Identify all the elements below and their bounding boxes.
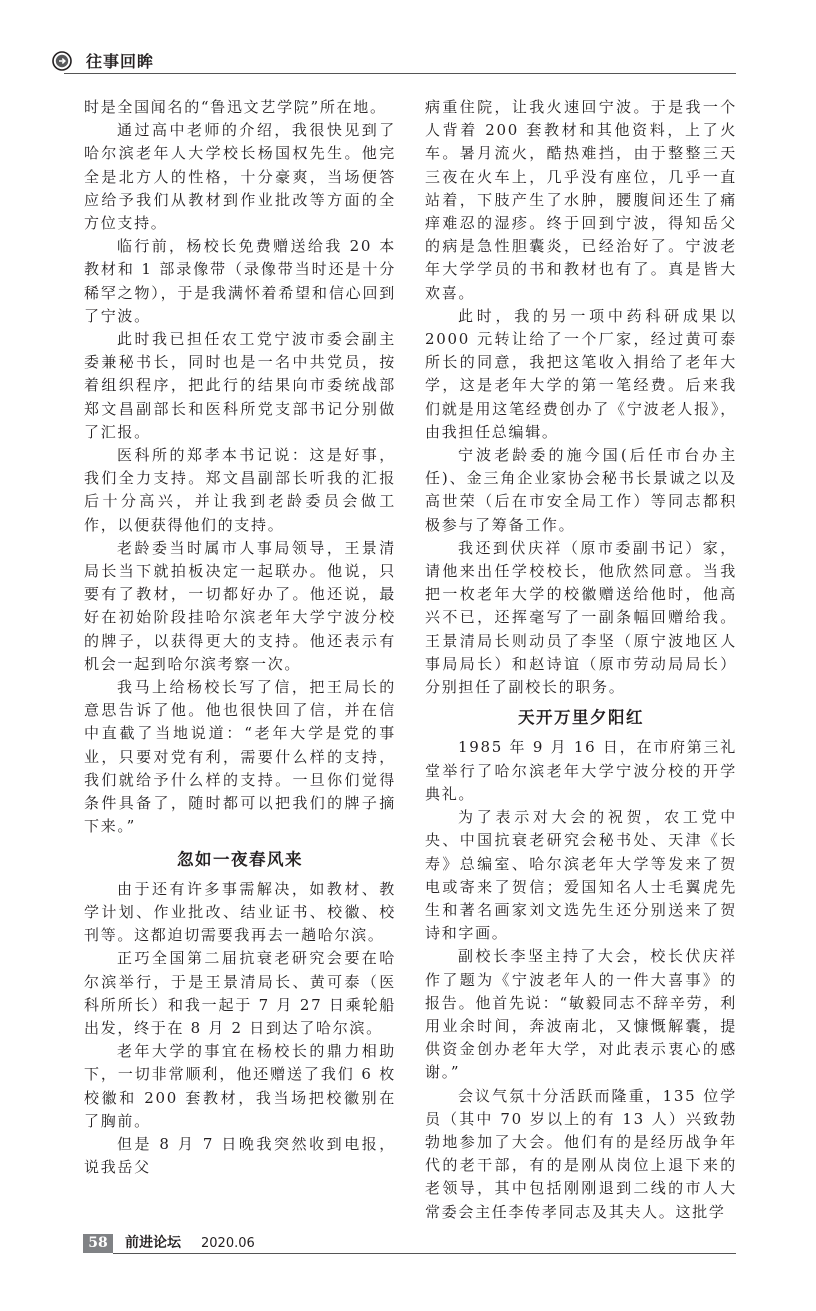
paragraph: 但是 8 月 7 日晚我突然收到电报，说我岳父 — [84, 1134, 396, 1177]
page-number: 58 — [83, 1234, 113, 1253]
paragraph: 正巧全国第二届抗衰老研究会要在哈尔滨举行，于是王景清局长、黄可泰（医科所所长）和我一起于 7 月 27 日乘轮船出发，终于在 8 月 2 日到达了哈尔滨。 — [84, 949, 396, 1037]
paragraph: 此时我已担任农工党宁波市委会副主委兼秘书长，同时也是一名中共党员，按着组织程序，把此行的结果向市委统战部郑文昌副部长和医科所党支部书记分别做了汇报。 — [84, 330, 396, 441]
footer-rule — [113, 1253, 736, 1254]
paragraph: 老龄委当时属市人事局领导，王景清局长当下就拍板决定一起联办。他说，只要有了教材，一切都好办了。他还说，最好在初始阶段挂哈尔滨老年大学宁波分校的牌子，以获得更大的支持。他还表示有机会一起到哈尔滨考察一次。 — [84, 538, 396, 673]
magazine-name: 前进论坛 — [125, 1234, 181, 1251]
section-heading: 忽如一夜春风来 — [177, 849, 303, 869]
page-footer — [83, 1234, 736, 1311]
paragraph: 1985 年 9 月 16 日，在市府第三礼堂举行了哈尔滨老年大学宁波分校的开学典礼。 — [425, 738, 737, 803]
section-heading: 天开万里夕阳红 — [518, 708, 644, 728]
paragraph: 我马上给杨校长写了信，把王局长的意思告诉了他。他也很快回了信，并在信中直截了当地说道：“老年大学是党的事业，只要对党有利，需要什么样的支持，我们就给予什么样的支持。一旦你们觉得条件具备了，随时都可以把我们的牌子摘下来。” — [84, 678, 396, 836]
paragraph: 病重住院，让我火速回宁波。于是我一个人背着 200 套教材和其他资料，上了火车。暑月流火，酷热难挡，由于整整三天三夜在火车上，几乎没有座位，几乎一直站着，下肢产生了水肿，腰腹间还生了痛痒难忍的湿疹。终于回到宁波，得知岳父的病是急性胆囊炎，已经治好了。宁波老年大学学员的书和教材也有了。真是皆大欢喜。 — [425, 98, 737, 302]
paragraph: 宁波老龄委的施今国(后任市台办主任)、金三角企业家协会秘书长景诚之以及高世荣（后在市安全局工作）等同志都积极参与了筹备工作。 — [425, 446, 737, 534]
left-column — [84, 96, 396, 1179]
paragraph: 为了表示对大会的祝贺，农工党中央、中国抗衰老研究会秘书处、天津《长寿》总编室、哈尔滨老年大学等发来了贺电或寄来了贺信；爱国知名人士毛翼虎先生和著名画家刘文选先生还分别送来了贺诗和字画。 — [425, 808, 737, 943]
issue-date: 2020.06 — [201, 1235, 255, 1251]
right-column — [425, 96, 737, 1224]
paragraph: 通过高中老师的介绍，我很快见到了哈尔滨老年人大学校长杨国权先生。他完全是北方人的性格，十分豪爽，当场便答应给予我们从教材到作业批改等方面的全方位支持。 — [84, 121, 396, 233]
paragraph: 副校长李坚主持了大会，校长伏庆祥作了题为《宁波老年人的一件大喜事》的报告。他首先说：“敏毅同志不辞辛劳，利用业余时间，奔波南北，又慷慨解囊，提供资金创办老年大学，对此表示衷心的感谢。” — [425, 947, 737, 1082]
section-title: 往事回眸 — [86, 52, 155, 71]
paragraph: 医科所的郑孝本书记说：这是好事，我们全力支持。郑文昌副部长听我的汇报后十分高兴，并让我到老龄委员会做工作，以便获得他们的支持。 — [84, 446, 396, 534]
paragraph: 时是全国闻名的“鲁迅文艺学院”所在地。 — [84, 98, 387, 116]
paragraph: 此时，我的另一项中药科研成果以 2000 元转让给了一个厂家，经过黄可泰所长的同意，我把这笔收入捐给了老年大学，这是老年大学的第一笔经费。后来我们就是用这笔经费创办了《宁波老人报》，由我担任总编辑。 — [425, 306, 737, 441]
paragraph: 临行前，杨校长免费赠送给我 20 本教材和 1 部录像带（录像带当时还是十分稀罕之物），于是我满怀着希望和信心回到了宁波。 — [84, 237, 396, 325]
paragraph: 会议气氛十分活跃而隆重，135 位学员（其中 70 岁以上的有 13 人）兴致勃勃地参加了大会。他们有的是经历战争年代的老干部，有的是刚从岗位上退下来的老领导，其中包括刚刚退到二线的市人大常委会主任李传孝同志及其夫人。这批学 — [425, 1086, 737, 1221]
paragraph: 我还到伏庆祥（原市委副书记）家，请他来出任学校校长，他欣然同意。当我把一枚老年大学的校徽赠送给他时，他高兴不已，还挥毫写了一副条幅回赠给我。王景清局长则动员了李坚（原宁波地区人事局局长）和赵诗谊（原市劳动局局长）分别担任了副校长的职务。 — [425, 538, 737, 697]
paragraph: 老年大学的事宜在杨校长的鼎力相助下，一切非常顺利，他还赠送了我们 6 枚校徽和 200 套教材，我当场把校徽别在了胸前。 — [84, 1042, 396, 1130]
paragraph: 由于还有许多事需解决，如教材、教学计划、作业批改、结业证书、校徽、校刊等。这都迫切需要我再去一趟哈尔滨。 — [84, 879, 396, 945]
